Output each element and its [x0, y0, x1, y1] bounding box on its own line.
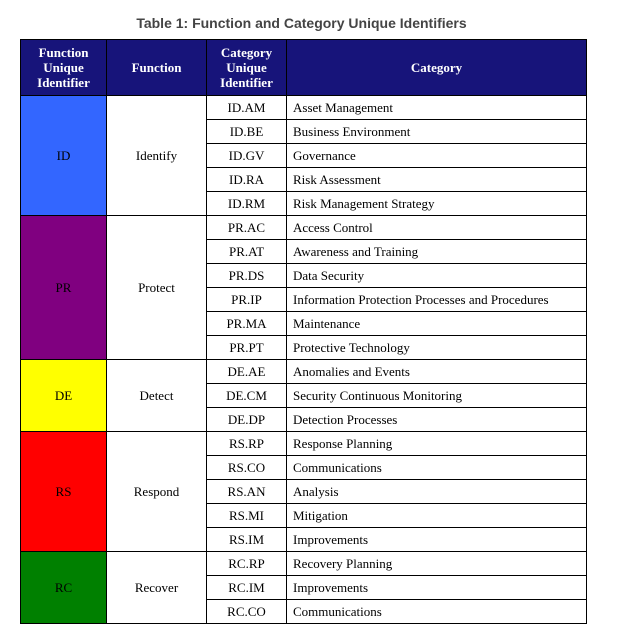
table-row	[21, 360, 587, 384]
function-id-cell: RC	[21, 552, 107, 624]
category-name-cell: Risk Assessment	[287, 168, 587, 192]
category-name-cell: Mitigation	[287, 504, 587, 528]
function-id-cell: DE	[21, 360, 107, 432]
category-id-cell: PR.AT	[207, 240, 287, 264]
header-function: Function	[107, 40, 207, 96]
category-id-cell: RC.IM	[207, 576, 287, 600]
category-name-cell: Improvements	[287, 576, 587, 600]
category-id-cell: PR.IP	[207, 288, 287, 312]
function-name-cell: Identify	[107, 96, 207, 216]
category-name-cell: Analysis	[287, 480, 587, 504]
category-name-cell: Risk Management Strategy	[287, 192, 587, 216]
category-name-cell: Governance	[287, 144, 587, 168]
header-category: Category	[287, 40, 587, 96]
table-caption: Table 1: Function and Category Unique Identifiers	[136, 15, 467, 31]
category-id-cell: PR.DS	[207, 264, 287, 288]
category-id-cell: PR.AC	[207, 216, 287, 240]
category-name-cell: Detection Processes	[287, 408, 587, 432]
table-header-row	[21, 40, 587, 96]
table-row	[21, 216, 587, 240]
table-row	[21, 96, 587, 120]
category-name-cell: Communications	[287, 456, 587, 480]
category-name-cell: Anomalies and Events	[287, 360, 587, 384]
category-name-cell: Data Security	[287, 264, 587, 288]
header-category-id: Category Unique Identifier	[207, 40, 287, 96]
header-function-id: Function Unique Identifier	[21, 40, 107, 96]
table-row	[21, 552, 587, 576]
category-id-cell: ID.AM	[207, 96, 287, 120]
category-name-cell: Maintenance	[287, 312, 587, 336]
category-name-cell: Information Protection Processes and Procedures	[287, 288, 587, 312]
category-id-cell: DE.DP	[207, 408, 287, 432]
category-name-cell: Protective Technology	[287, 336, 587, 360]
category-name-cell: Awareness and Training	[287, 240, 587, 264]
function-name-cell: Detect	[107, 360, 207, 432]
category-id-cell: PR.PT	[207, 336, 287, 360]
category-id-cell: ID.GV	[207, 144, 287, 168]
category-name-cell: Response Planning	[287, 432, 587, 456]
function-name-cell: Respond	[107, 432, 207, 552]
function-id-cell: ID	[21, 96, 107, 216]
category-id-cell: DE.CM	[207, 384, 287, 408]
category-name-cell: Improvements	[287, 528, 587, 552]
table-body	[21, 96, 587, 624]
category-id-cell: ID.RA	[207, 168, 287, 192]
category-name-cell: Business Environment	[287, 120, 587, 144]
function-category-table	[20, 39, 587, 624]
category-id-cell: DE.AE	[207, 360, 287, 384]
category-id-cell: ID.BE	[207, 120, 287, 144]
category-name-cell: Asset Management	[287, 96, 587, 120]
category-id-cell: PR.MA	[207, 312, 287, 336]
function-id-cell: PR	[21, 216, 107, 360]
category-id-cell: RS.IM	[207, 528, 287, 552]
category-id-cell: RC.CO	[207, 600, 287, 624]
category-id-cell: ID.RM	[207, 192, 287, 216]
table-row	[21, 432, 587, 456]
function-name-cell: Protect	[107, 216, 207, 360]
category-id-cell: RS.RP	[207, 432, 287, 456]
category-name-cell: Communications	[287, 600, 587, 624]
category-id-cell: RS.AN	[207, 480, 287, 504]
category-id-cell: RC.RP	[207, 552, 287, 576]
category-id-cell: RS.CO	[207, 456, 287, 480]
function-id-cell: RS	[21, 432, 107, 552]
category-id-cell: RS.MI	[207, 504, 287, 528]
category-name-cell: Recovery Planning	[287, 552, 587, 576]
category-name-cell: Security Continuous Monitoring	[287, 384, 587, 408]
function-name-cell: Recover	[107, 552, 207, 624]
category-name-cell: Access Control	[287, 216, 587, 240]
